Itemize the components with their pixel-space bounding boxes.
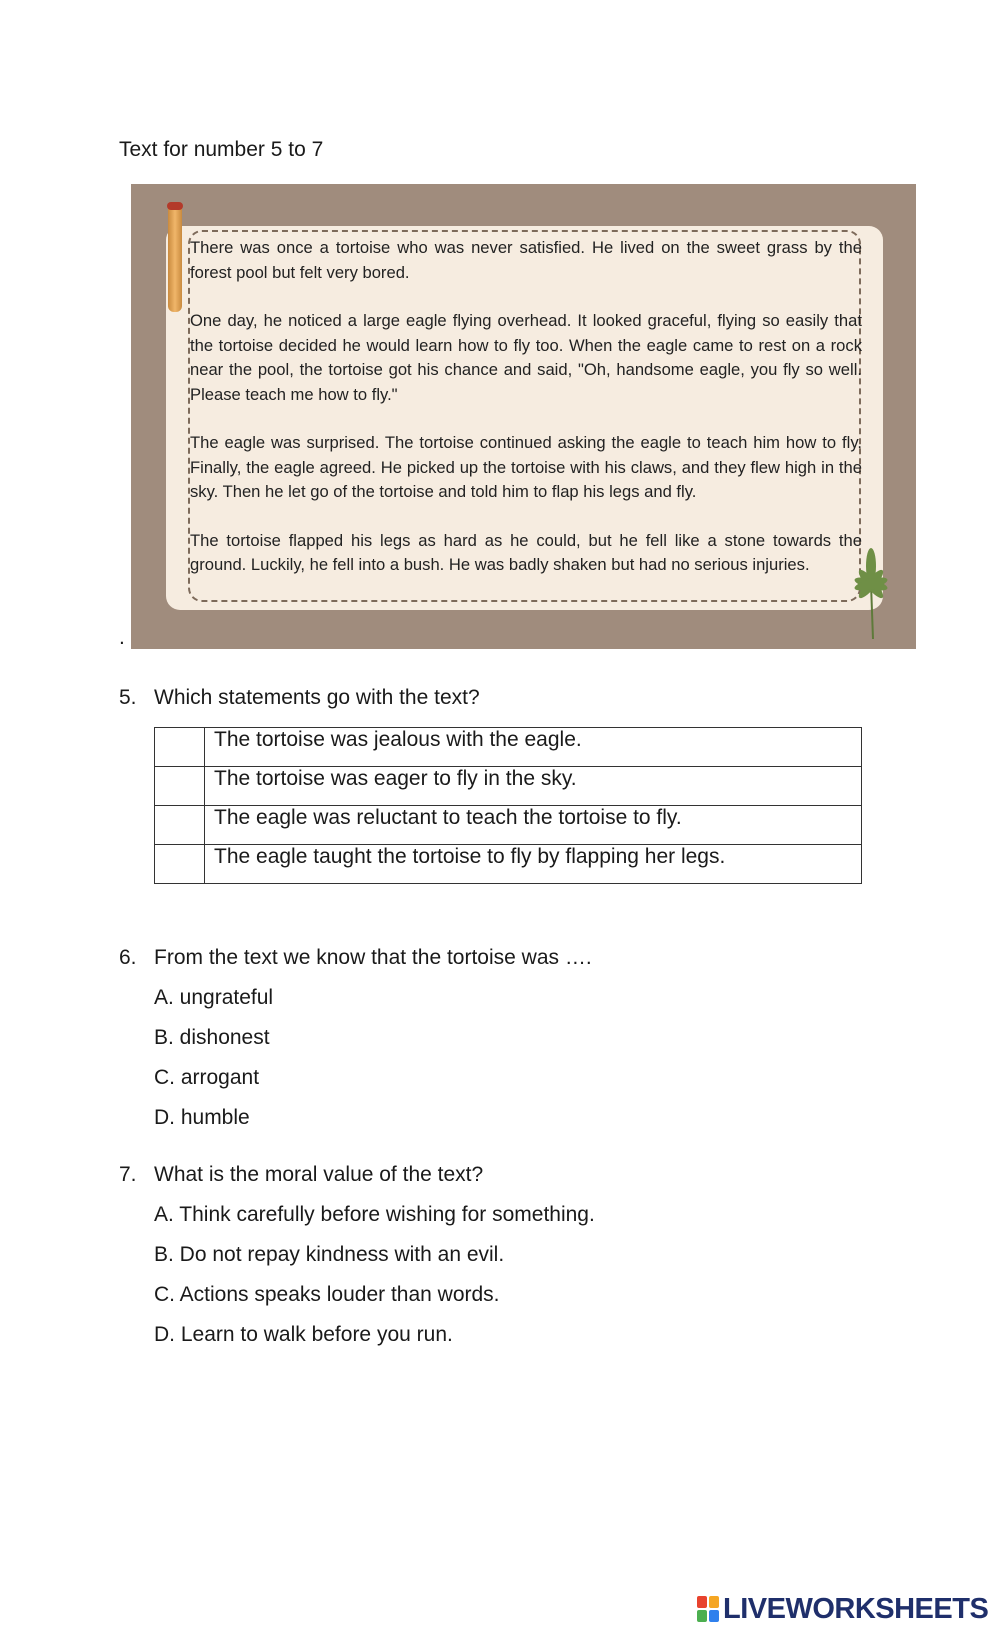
- passage-paragraph: There was once a tortoise who was never satisfied. He lived on the sweet grass by the forest pool but felt very bored.: [190, 238, 862, 282]
- option-c[interactable]: C. arrogant: [154, 1066, 260, 1089]
- option-b[interactable]: B. dishonest: [154, 1026, 270, 1049]
- logo-icon: [697, 1596, 719, 1622]
- answer-checkbox[interactable]: [155, 767, 205, 806]
- question-text: Which statements go with the text?: [154, 686, 480, 709]
- question-text: What is the moral value of the text?: [154, 1163, 484, 1186]
- question-6: [119, 946, 592, 970]
- question-5: [119, 686, 480, 710]
- passage-paragraph: The eagle was surprised. The tortoise continued asking the eagle to teach him how to fly. Finally, the eagle agreed. He picked up the tortoise with his claws, and they flew high in the sky. Then he let go of the tortoise and told him to flap his legs and fly.: [190, 433, 862, 501]
- intro-heading: Text for number 5 to 7: [119, 138, 324, 161]
- passage-paragraph: The tortoise flapped his legs as hard as he could, but he fell like a stone towards the ground. Luckily, he fell into a bush. He was badly shaken but had no serious injuries.: [190, 530, 862, 574]
- statement-text: The eagle taught the tortoise to fly by flapping her legs.: [205, 845, 862, 884]
- table-row: [155, 806, 862, 845]
- answer-checkbox[interactable]: [155, 728, 205, 767]
- question-7: [119, 1163, 483, 1187]
- statements-table: [154, 727, 862, 884]
- answer-checkbox[interactable]: [155, 806, 205, 845]
- option-a[interactable]: A. Think carefully before wishing for something.: [154, 1203, 595, 1226]
- passage-text: [190, 236, 862, 602]
- option-b[interactable]: B. Do not repay kindness with an evil.: [154, 1243, 505, 1266]
- question-number: 7.: [119, 1163, 137, 1186]
- passage-paragraph: One day, he noticed a large eagle flying overhead. It looked graceful, flying so easily that the tortoise decided he would learn how to fly too. When the eagle came to rest on a rock near the pool, the tortoise got his chance and said, "Oh, handsome eagle, you fly so well. Please teach me how to fly.": [190, 311, 862, 404]
- option-d[interactable]: D. Learn to walk before you run.: [154, 1323, 453, 1346]
- trailing-dot: .: [119, 626, 125, 649]
- passage-frame: [131, 184, 916, 649]
- liveworksheets-logo: [697, 1591, 988, 1627]
- statement-text: The tortoise was eager to fly in the sky.: [205, 767, 862, 806]
- answer-checkbox[interactable]: [155, 845, 205, 884]
- option-c[interactable]: C. Actions speaks louder than words.: [154, 1283, 500, 1306]
- logo-text: LIVEWORKSHEETS: [723, 1592, 989, 1625]
- bamboo-icon: [168, 202, 182, 312]
- option-d[interactable]: D. humble: [154, 1106, 250, 1129]
- statement-text: The tortoise was jealous with the eagle.: [205, 728, 862, 767]
- option-a[interactable]: A. ungrateful: [154, 986, 274, 1009]
- table-row: [155, 767, 862, 806]
- statement-text: The eagle was reluctant to teach the tortoise to fly.: [205, 806, 862, 845]
- table-row: [155, 845, 862, 884]
- question-number: 6.: [119, 946, 137, 969]
- table-row: [155, 728, 862, 767]
- question-text: From the text we know that the tortoise was ….: [154, 946, 592, 969]
- question-number: 5.: [119, 686, 137, 709]
